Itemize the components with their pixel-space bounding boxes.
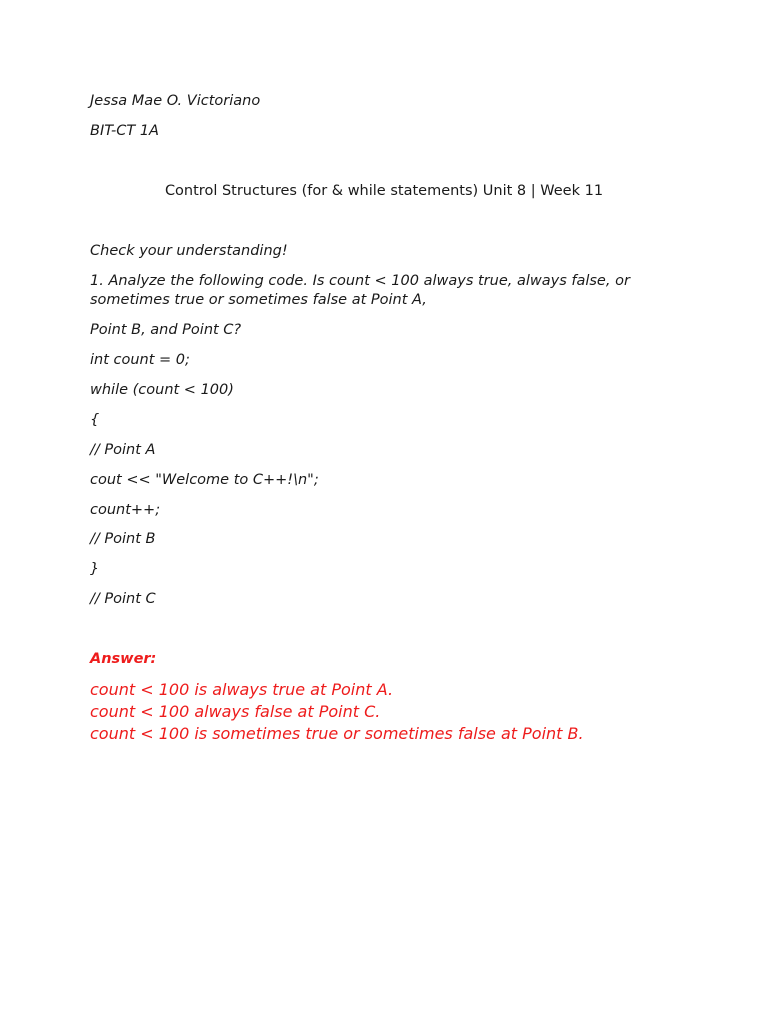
answer-label: Answer: [90,651,157,667]
answer-line: count < 100 is always true at Point A. [90,680,394,699]
author-name: Jessa Mae O. Victoriano [90,93,261,109]
question-text: 1. Analyze the following code. Is count < 100 always true, always false, or sometimes true or sometimes false at Point A, [90,273,630,308]
answer-line: count < 100 always false at Point C. [90,702,381,721]
code-line: count++; [90,502,161,518]
code-line: // Point C [90,591,156,607]
document-title: Control Structures (for & while statements) Unit 8 | Week 11 [164,183,604,199]
code-line: int count = 0; [90,352,190,368]
code-line: // Point A [90,442,156,458]
code-line: } [90,561,100,577]
question-text-continued: Point B, and Point C? [90,322,242,338]
code-line: cout << "Welcome to C++!\n"; [90,472,319,488]
answer-line: count < 100 is sometimes true or sometimes false at Point B. [90,724,584,743]
code-line: { [90,412,100,428]
section-label: BIT-CT 1A [90,123,159,139]
intro-text: Check your understanding! [90,243,288,259]
code-line: // Point B [90,531,156,547]
code-line: while (count < 100) [90,382,234,398]
